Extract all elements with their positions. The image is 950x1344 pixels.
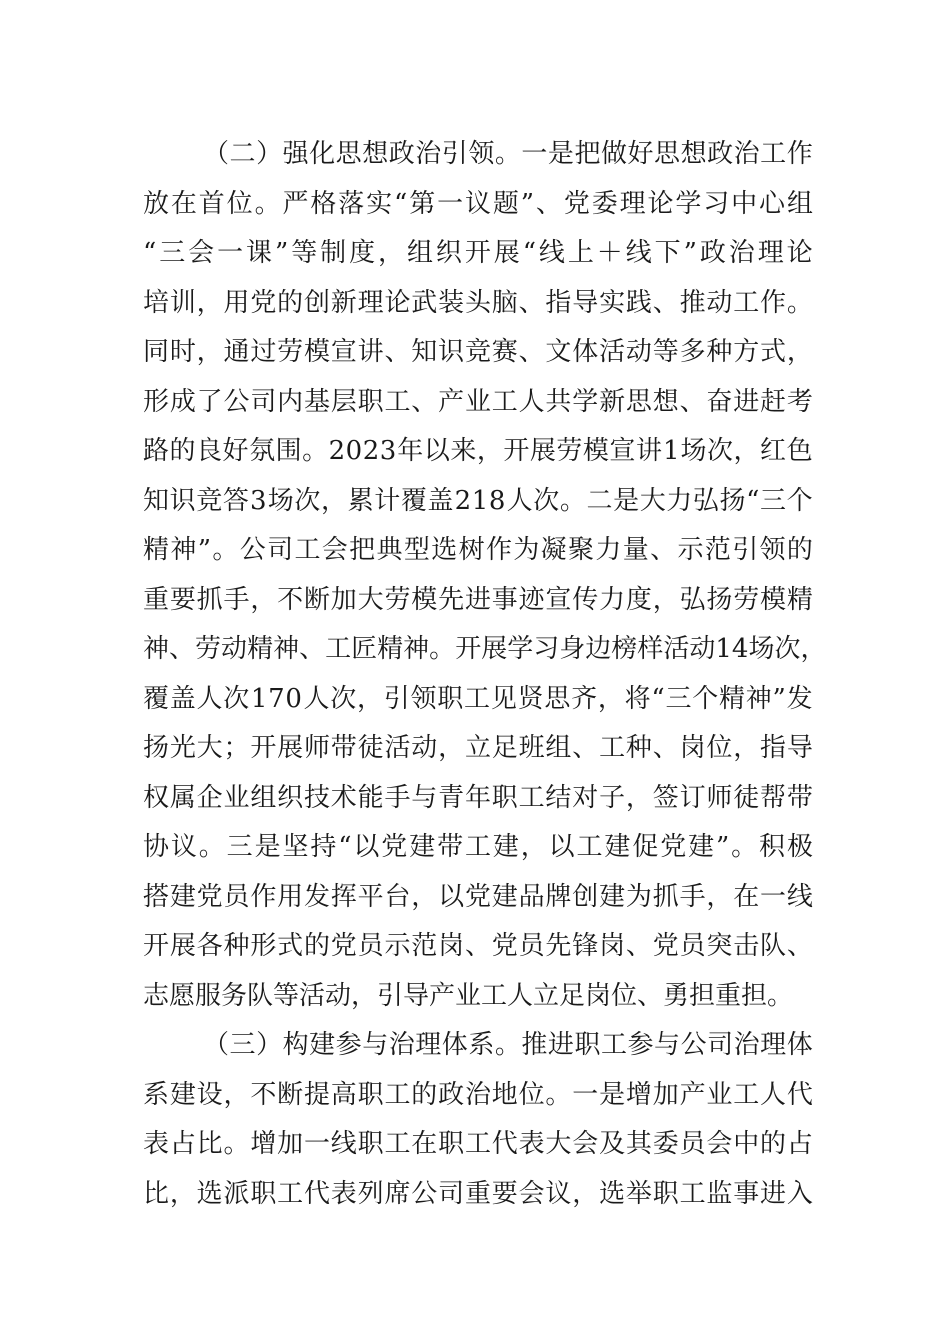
paragraph-line: 开 展 各 种 形 式 的 党 员 示 范 岗 、 党 员 先 锋 岗 、 党 员 突 击 队 、: [143, 931, 813, 961]
paragraph-line: 知 识 竞 答 3 场 次 ， 累 计 覆 盖 2 1 8 人 次 。 二 是 大 力 弘 扬 “ 三 个: [143, 485, 813, 516]
paragraph-line: 搭 建 党 员 作 用 发 挥 平 台 ， 以 党 建 品 牌 创 建 为 抓 手 ， 在 一 线: [143, 881, 813, 912]
paragraph-line: 协 议 。 三 是 坚 持 “ 以 党 建 带 工 建 ， 以 工 建 促 党 建 ” 。 积 极: [143, 832, 813, 862]
paragraph-line: 重 要 抓 手 ， 不 断 加 大 劳 模 先 进 事 迹 宣 传 力 度 ， 弘 扬 劳 模 精: [143, 584, 813, 615]
paragraph-line: 系 建 设 ， 不 断 提 高 职 工 的 政 治 地 位 。 一 是 增 加 产 业 工 人 代: [143, 1079, 813, 1110]
paragraph-line: 神 、 劳 动 精 神 、 工 匠 精 神 。 开 展 学 习 身 边 榜 样 活 动 1 4 场 次 ，: [143, 634, 827, 664]
paragraph-line: 覆 盖 人 次 1 7 0 人 次 ， 引 领 职 工 见 贤 思 齐 ， 将 “ 三 个 精 神 ” 发: [143, 683, 813, 714]
paragraph-governance-system: [143, 1021, 813, 1219]
paragraph-line: 放 在 首 位 。 严 格 落 实 “ 第 一 议 题 ” 、 党 委 理 论 学 习 中 心 组: [143, 188, 813, 219]
paragraph-line: 路 的 良 好 氛 围 。 2 0 2 3 年 以 来 ， 开 展 劳 模 宣 讲 1 场 次 ， 红 色: [143, 436, 813, 466]
paragraph-thought-politics: [143, 130, 827, 1021]
paragraph-line: 权 属 企 业 组 织 技 术 能 手 与 青 年 职 工 结 对 子 ， 签 订 师 徒 帮 带: [143, 782, 813, 813]
paragraph-line: 精 神 ” 。 公 司 工 会 把 典 型 选 树 作 为 凝 聚 力 量 、 示 范 引 领 的: [143, 535, 813, 565]
paragraph-line: 形 成 了 公 司 内 基 层 职 工 、 产 业 工 人 共 学 新 思 想 、 奋 进 赶 考: [143, 386, 813, 417]
paragraph-line: “ 三 会 一 课 ” 等 制 度 ， 组 织 开 展 “ 线 上 ＋ 线 下 ” 政 治 理 论: [143, 238, 813, 268]
paragraph-line: （ 三 ） 构 建 参 与 治 理 体 系 。 推 进 职 工 参 与 公 司 治 理 体: [203, 1030, 813, 1060]
paragraph-line: 志愿服务队等活动，引导产业工人立足岗位、勇担重担。: [143, 980, 794, 1011]
paragraph-line: 同 时 ， 通 过 劳 模 宣 讲 、 知 识 竞 赛 、 文 体 活 动 等 多 种 方 式 ，: [143, 337, 813, 367]
paragraph-line: 扬 光 大 ； 开 展 师 带 徒 活 动 ， 立 足 班 组 、 工 种 、 岗 位 ， 指 导: [143, 733, 813, 763]
paragraph-line: 表 占 比 。 增 加 一 线 职 工 在 职 工 代 表 大 会 及 其 委 员 会 中 的 占: [143, 1129, 813, 1159]
paragraph-line: 培 训 ， 用 党 的 创 新 理 论 武 装 头 脑 、 指 导 实 践 、 推 动 工 作 。: [143, 287, 813, 318]
paragraph-line: （ 二 ） 强 化 思 想 政 治 引 领 。 一 是 把 做 好 思 想 政 治 工 作: [203, 139, 813, 169]
paragraph-line: 比 ， 选 派 职 工 代 表 列 席 公 司 重 要 会 议 ， 选 举 职 工 监 事 进 入: [143, 1178, 813, 1209]
